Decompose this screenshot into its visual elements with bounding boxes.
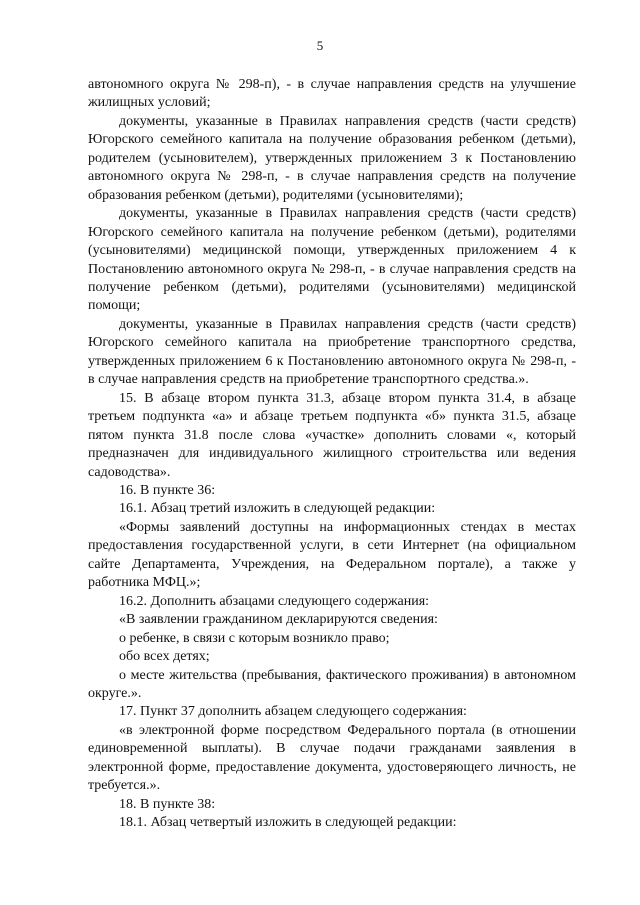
paragraph: 15. В абзаце втором пункта 31.3, абзаце втором пункта 31.4, в абзаце третьем подпункта «а» и абзаце третьем подпункта «б» пункта 31.5, абзаце пятом пункта 31.8 после слова «участке» дополнить словами «, который предназначен для индивидуального жилищного строительства или ведения садоводства». [88,390,576,480]
paragraph: о ребенке, в связи с которым возникло право; [119,630,390,646]
paragraph: 17. Пункт 37 дополнить абзацем следующего содержания: [119,704,467,720]
paragraph: о месте жительства (пребывания, фактического проживания) в автономном округе.». [88,667,576,701]
paragraph: 16. В пункте 36: [119,482,216,498]
paragraph: «в электронной форме посредством Федерального портала (в отношении единовременной выплаты). В случае подачи гражданами заявления в электронной форме, предоставление документа, удостоверяющего личность, не требуется.». [88,722,576,794]
paragraph: автономного округа № 298-п), - в случае направления средств на улучшение жилищных условий; [88,77,576,111]
paragraph: документы, указанные в Правилах направления средств (части средств) Югорского семейного капитала на приобретение транспортного средства, утвержденных приложением 6 к Постановлению автономного округа № 298-п, - в случае направления средств на приобретение транспортного средства.». [88,316,576,388]
paragraph: документы, указанные в Правилах направления средств (части средств) Югорского семейного капитала на получение ребенком (детьми), родителями (усыновителями) медицинской помощи, утвержденных приложением 4 к Постановлению автономного округа № 298-п, - в случае направления средств на получение ребенком (детьми), родителями (усыновителями) медицинской помощи; [88,206,576,314]
paragraph: 18.1. Абзац четвертый изложить в следующей редакции: [119,815,457,831]
page-number: 5 [316,38,324,53]
paragraph: 16.1. Абзац третий изложить в следующей редакции: [119,501,436,517]
paragraph: обо всех детях; [119,649,210,665]
paragraph: «В заявлении гражданином декларируются сведения: [119,612,438,628]
document-body [88,76,576,833]
paragraph: 16.2. Дополнить абзацами следующего содержания: [119,593,430,609]
paragraph: 18. В пункте 38: [119,796,216,812]
paragraph: документы, указанные в Правилах направления средств (части средств) Югорского семейного капитала на получение образования ребенком (детьми), родителем (усыновителем), утвержденных приложением 3 к Постановлению автономного округа № 298-п, - в случае направления средств на получение образования ребенком (детьми), родителями (усыновителями); [88,113,576,203]
paragraph: «Формы заявлений доступны на информационных стендах в местах предоставления государственной услуги, в сети Интернет (на официальном сайте Департамента, Учреждения, на Федеральном портале), а также у работника МФЦ.»; [88,519,576,591]
